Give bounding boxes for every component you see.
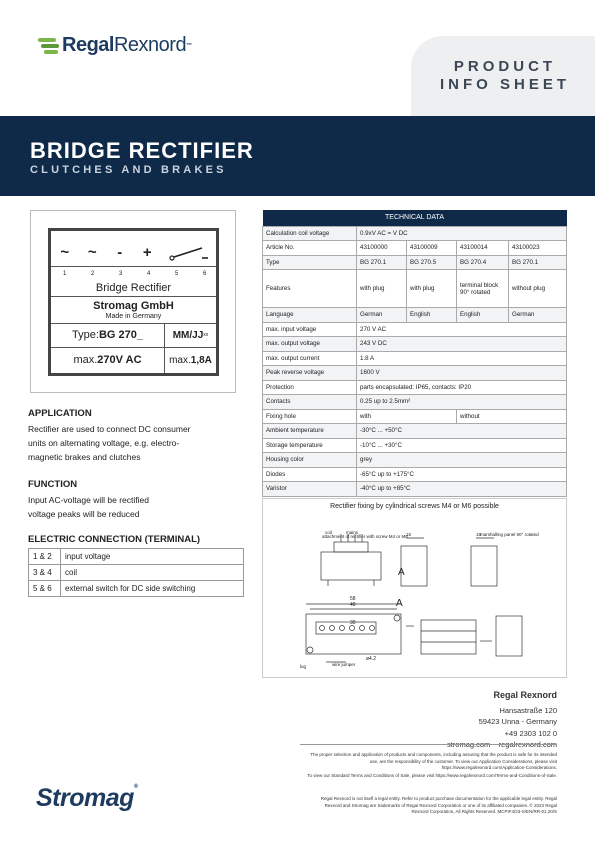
address-divider <box>300 744 557 745</box>
table-row <box>29 549 244 565</box>
drawing-wire-jumper: wire jumper <box>332 662 356 667</box>
row-label: Protection <box>263 380 357 395</box>
switch-symbol-icon <box>161 244 216 266</box>
row-value: 1600 V <box>357 366 567 381</box>
drawing-mains-label: mains <box>346 530 359 535</box>
terminal-pair: 3 & 4 <box>29 565 61 581</box>
cell: 43100014 <box>457 241 509 256</box>
page-title: BRIDGE RECTIFIER <box>30 138 254 163</box>
drawing-dim-48: 48 <box>350 602 356 608</box>
fine-print-terms: To view our Standard Terms and Conditions of Sale, please visit https://www.regalrexnord.com/Terms-and-Conditions-of-Sale. <box>307 773 557 778</box>
fine-print-application: The proper selection and application of products and components, including assuring that the product is safe for its intended use, are the responsibility of the customer. To view our Application Considerations, please visit https://www.regalrexnord.com/Application-Considerations. <box>310 752 557 770</box>
application-heading: APPLICATION <box>28 408 92 419</box>
label-max-v: 270V AC <box>97 354 142 366</box>
drawing-caption: Rectifier fixing by cylindrical screws M4 or M6 possible <box>330 503 499 510</box>
row-value: parts encapsulated: IP65, contacts: IP20 <box>357 380 567 395</box>
logo-rexnord: Rexnord <box>113 34 187 56</box>
drawing-dim-18: 18 <box>476 532 482 537</box>
row-value: -40°C up to +85°C <box>357 482 567 497</box>
terminal-symbol-2: ~ <box>87 244 97 261</box>
address-street: Hansastraße 120 <box>499 705 557 715</box>
table-row <box>263 366 567 381</box>
label-max-current <box>164 347 216 373</box>
cell: 43100023 <box>509 241 567 256</box>
row-label: Contacts <box>263 395 357 410</box>
drawing-dim-4-2: ø4.2 <box>366 656 377 662</box>
function-text <box>28 493 248 521</box>
table-row <box>29 581 244 597</box>
terminal-description: input voltage <box>61 549 244 565</box>
cell: English <box>457 308 509 323</box>
row-value: with <box>357 409 457 424</box>
drawing-dim-58: 58 <box>350 596 356 602</box>
label-date-sup: xx <box>203 332 209 338</box>
function-section <box>28 479 248 521</box>
row-value: without <box>457 409 567 424</box>
stromag-tm: ® <box>133 784 138 790</box>
row-label: max. output current <box>263 351 357 366</box>
row-label: Calculation coil voltage <box>263 226 357 241</box>
terminal-description: external switch for DC side switching <box>61 581 244 597</box>
logo-mark-icon <box>38 36 60 56</box>
label-max-a-prefix: max. <box>169 354 191 366</box>
terminal-number-5: 5 <box>175 271 179 277</box>
table-row <box>263 308 567 323</box>
row-value: -10°C ... +30°C <box>357 438 567 453</box>
logo-regal: Regal <box>62 34 114 56</box>
row-label: Features <box>263 270 357 308</box>
product-info-line2: INFO SHEET <box>439 76 570 93</box>
application-line: magnetic brakes and clutches <box>28 452 141 462</box>
terminal-symbol-4: + <box>142 244 152 261</box>
function-heading: FUNCTION <box>28 479 78 490</box>
technical-data-heading: TECHNICAL DATA <box>263 210 567 226</box>
cell: with plug <box>357 270 407 308</box>
table-row <box>263 482 567 497</box>
table-row <box>263 453 567 468</box>
table-row <box>263 270 567 308</box>
cell: German <box>509 308 567 323</box>
regal-rexnord-logo <box>38 34 192 57</box>
label-made-in: Made in Germany <box>105 313 162 320</box>
label-max-v-prefix: max. <box>73 354 98 366</box>
row-label: Varistor <box>263 482 357 497</box>
address-company: Regal Rexnord <box>493 690 557 700</box>
application-text <box>28 422 248 464</box>
cell: German <box>357 308 407 323</box>
row-label: Language <box>263 308 357 323</box>
row-label: max. output voltage <box>263 337 357 352</box>
cell: BG 270.1 <box>509 255 567 270</box>
page-subtitle: CLUTCHES AND BRAKES <box>30 164 227 176</box>
drawing-dim-15: 15 <box>406 532 412 537</box>
row-label: Peak reverse voltage <box>263 366 357 381</box>
label-type-value: BG 270_ <box>98 329 143 341</box>
technical-data-table <box>262 210 567 497</box>
label-date-code <box>164 323 216 347</box>
table-row <box>263 337 567 352</box>
table-row <box>263 438 567 453</box>
drawing-note-top: attachment of rectifier with screw M4 or M6 <box>322 534 408 539</box>
label-divider <box>51 296 216 297</box>
cell: with plug <box>407 270 457 308</box>
label-divider <box>51 266 216 267</box>
address-city: 59423 Unna - Germany <box>478 717 557 726</box>
cell: BG 270.1 <box>357 255 407 270</box>
application-line: units on alternating voltage, e.g. electro- <box>28 438 180 448</box>
row-value: 243 V DC <box>357 337 567 352</box>
row-label: max. input voltage <box>263 322 357 337</box>
row-label: Diodes <box>263 467 357 482</box>
row-value: -30°C ... +50°C <box>357 424 567 439</box>
drawing-lug: lug <box>300 664 307 669</box>
label-company: Stromag GmbH <box>93 300 174 312</box>
drawing-dim-39: 39 <box>350 620 356 626</box>
table-row <box>263 380 567 395</box>
row-label: Storage temperature <box>263 438 357 453</box>
row-value: 1.8 A <box>357 351 567 366</box>
cell: BG 270.4 <box>457 255 509 270</box>
row-value: 0.25 up to 2.5mm² <box>357 395 567 410</box>
application-line: Rectifier are used to connect DC consumer <box>28 424 191 434</box>
table-row <box>29 565 244 581</box>
terminal-number-3: 3 <box>119 271 123 277</box>
cell: without plug <box>509 270 567 308</box>
terminal-number-1: 1 <box>63 271 67 277</box>
fine-print-legal: Regal Rexnord is not itself a legal entity. Refer to product purchase documentation for the applicable legal entity. Regal Rexnord and Stromag are trademarks of Regal Rexnord Corporation or one of its affiliated companies. © 2023 Regal Rexnord Corporation, All Rights Reserved. MCPIF4/23-S/EN/RR-01.20/S <box>320 796 557 814</box>
terminal-symbol-1: ~ <box>60 244 70 261</box>
row-label: Type <box>263 255 357 270</box>
table-row <box>263 395 567 410</box>
cell: 43100009 <box>407 241 457 256</box>
label-max-a: 1,8A <box>190 354 212 366</box>
terminal-pair: 1 & 2 <box>29 549 61 565</box>
terminal-number-6: 6 <box>203 271 207 277</box>
function-line: voltage peaks will be reduced <box>28 509 140 519</box>
electric-connection-heading: ELECTRIC CONNECTION (TERMINAL) <box>28 534 201 545</box>
table-row <box>263 409 567 424</box>
row-value: grey <box>357 453 567 468</box>
row-value: -65°C up to +175°C <box>357 467 567 482</box>
drawing-coil-label: coil <box>325 530 332 535</box>
cell: terminal block 90° rotated <box>457 270 509 308</box>
address-phone: +49 2303 102 0 <box>504 728 557 738</box>
table-row <box>263 255 567 270</box>
logo-tm: ™ <box>186 42 192 49</box>
row-label: Fixing hole <box>263 409 357 424</box>
electric-connection-table <box>28 548 244 597</box>
table-row <box>263 226 567 241</box>
cell: BG 270.5 <box>407 255 457 270</box>
terminal-description: coil <box>61 565 244 581</box>
cell: English <box>407 308 457 323</box>
label-type-prefix: Type: <box>72 329 99 341</box>
row-label: Ambient temperature <box>263 424 357 439</box>
terminal-symbols <box>51 244 216 266</box>
terminal-symbol-3: - <box>117 244 123 261</box>
label-product-name: Bridge Rectifier <box>95 282 172 294</box>
terminal-number-2: 2 <box>91 271 95 277</box>
cell: 43100000 <box>357 241 407 256</box>
row-label: Housing color <box>263 453 357 468</box>
drawing-note-right: marshalling panel 90° rotated <box>480 532 539 537</box>
label-type <box>51 323 164 347</box>
technical-drawing-icon <box>266 516 563 676</box>
stromag-logo <box>36 784 138 813</box>
table-row <box>263 467 567 482</box>
terminal-pair: 5 & 6 <box>29 581 61 597</box>
table-row <box>263 322 567 337</box>
row-value: 0.9xV AC = V DC <box>357 226 567 241</box>
table-row <box>263 351 567 366</box>
product-info-sheet-label <box>430 58 580 94</box>
row-label: Article No. <box>263 241 357 256</box>
table-row <box>263 424 567 439</box>
drawing-letter-a-2: A <box>396 598 403 609</box>
row-value: 270 V AC <box>357 322 567 337</box>
terminal-number-4: 4 <box>147 271 151 277</box>
address-block <box>447 690 557 751</box>
table-row <box>263 241 567 256</box>
drawing-letter-a: A <box>398 567 405 578</box>
application-section <box>28 408 248 464</box>
label-max-voltage <box>51 347 164 373</box>
stromag-logo-text: Stromag <box>36 784 134 812</box>
label-date-code-text: MM/JJ <box>172 329 204 341</box>
product-info-line1: PRODUCT <box>453 58 557 75</box>
function-line: Input AC-voltage will be rectified <box>28 495 149 505</box>
